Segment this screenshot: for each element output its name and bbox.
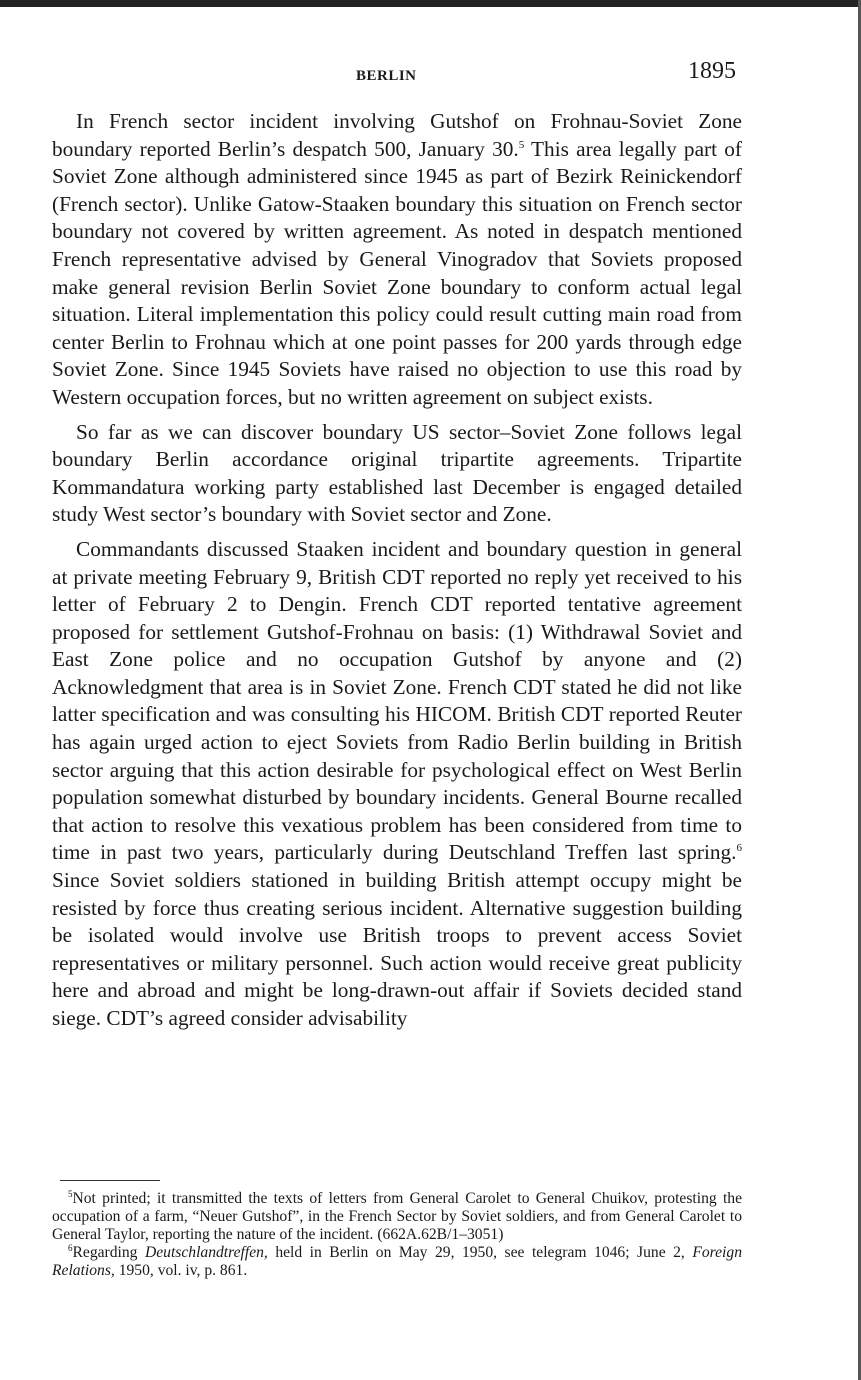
footnote-5	[52, 1190, 742, 1244]
footnote-5-text: Not printed; it transmitted the texts of letters from General Carolet to General Chuikov, protesting the occupation of a farm, “Neuer Gutshof”, in the French Sector by Soviet soldiers, and from General Carolet to General Taylor, reporting the nature of the incident. (662A.62B/1–3051)	[52, 1190, 742, 1243]
footnote-5-marker: 5	[68, 1188, 73, 1199]
running-head: BERLIN	[356, 68, 417, 84]
footnote-ref-5: 5	[518, 138, 525, 151]
footnote-6-lead: Regarding	[72, 1244, 145, 1261]
top-border-rule	[0, 0, 861, 7]
footnote-6	[52, 1244, 742, 1280]
paragraph-3	[52, 536, 742, 1033]
paragraph-2: So far as we can discover boundary US sector–Soviet Zone follows legal boundary Berlin accordance original tripartite agreements. Tripartite Kommandatura working party established last December is engaged detailed study West sector’s boundary with Soviet sector and Zone.	[52, 419, 742, 527]
footnote-6-marker: 6	[68, 1242, 73, 1253]
footnote-6-tail: 1950, vol. iv, p. 861.	[114, 1262, 248, 1279]
paragraph-1-text: In French sector incident involving Gutshof on Frohnau-Soviet Zone boundary reported Berlin’s despatch 500, January 30.	[52, 109, 742, 161]
page-header	[52, 58, 742, 92]
footnote-ref-6: 6	[736, 842, 742, 855]
footnote-6-source: Foreign Relations,	[52, 1244, 742, 1279]
paragraph-3-text-cont: Since Soviet soldiers stationed in building British attempt occupy might be resisted by force thus creating serious incident. Alternative suggestion building be isolated would involve use British troops to prevent access Soviet representatives or military personnel. Such action would receive great publicity here and abroad and might be long-drawn-out affair if Soviets decided stand siege. CDT’s agreed consider advisability	[52, 868, 742, 1030]
footnote-6-title: Deutschlandtreffen,	[144, 1244, 268, 1261]
paragraph-3-text: Commandants discussed Staaken incident and boundary question in general at private meeting February 9, British CDT reported no reply yet received to his letter of February 2 to Dengin. French CDT reported tentative agreement proposed for settlement Gutshof-Frohnau on basis: (1) Withdrawal Soviet and East Zone police and no occupation Gutshof by anyone and (2) Acknowledgment that area is in Soviet Zone. French CDT stated he did not like latter specification and was consulting his HICOM. British CDT reported Reuter has again urged action to eject Soviets from Radio Berlin building in British sector arguing that this action desirable for psychological effect on West Berlin population somewhat disturbed by boundary incidents. General Bourne recalled that action to resolve this vexatious problem has been considered from time to time in past two years, particularly during Deutschland Treffen last spring.	[52, 536, 742, 865]
footnote-6-middle: held in Berlin on May 29, 1950, see telegram 1046; June 2,	[267, 1244, 693, 1261]
paragraph-1	[52, 108, 742, 412]
footnotes	[52, 1190, 742, 1280]
paragraph-1-text-cont: This area legally part of Soviet Zone although administered since 1945 as part of Bezirk Reinickendorf (French sector). Unlike Gatow-Staaken boundary this situation on French sector boundary not covered by written agreement. As noted in despatch mentioned French representative advised by General Vinogradov that Soviets proposed make general revision Berlin Soviet Zone boundary to conform actual legal situation. Literal implementation this policy could result cutting main road from center Berlin to Frohnau which at one point passes for 200 yards through edge Soviet Zone. Since 1945 Soviets have raised no objection to use this road by Western occupation forces, but no written agreement on subject exists.	[52, 136, 742, 409]
footnote-divider	[60, 1180, 160, 1181]
body-text	[52, 108, 742, 1040]
page-number: 1895	[688, 58, 736, 84]
